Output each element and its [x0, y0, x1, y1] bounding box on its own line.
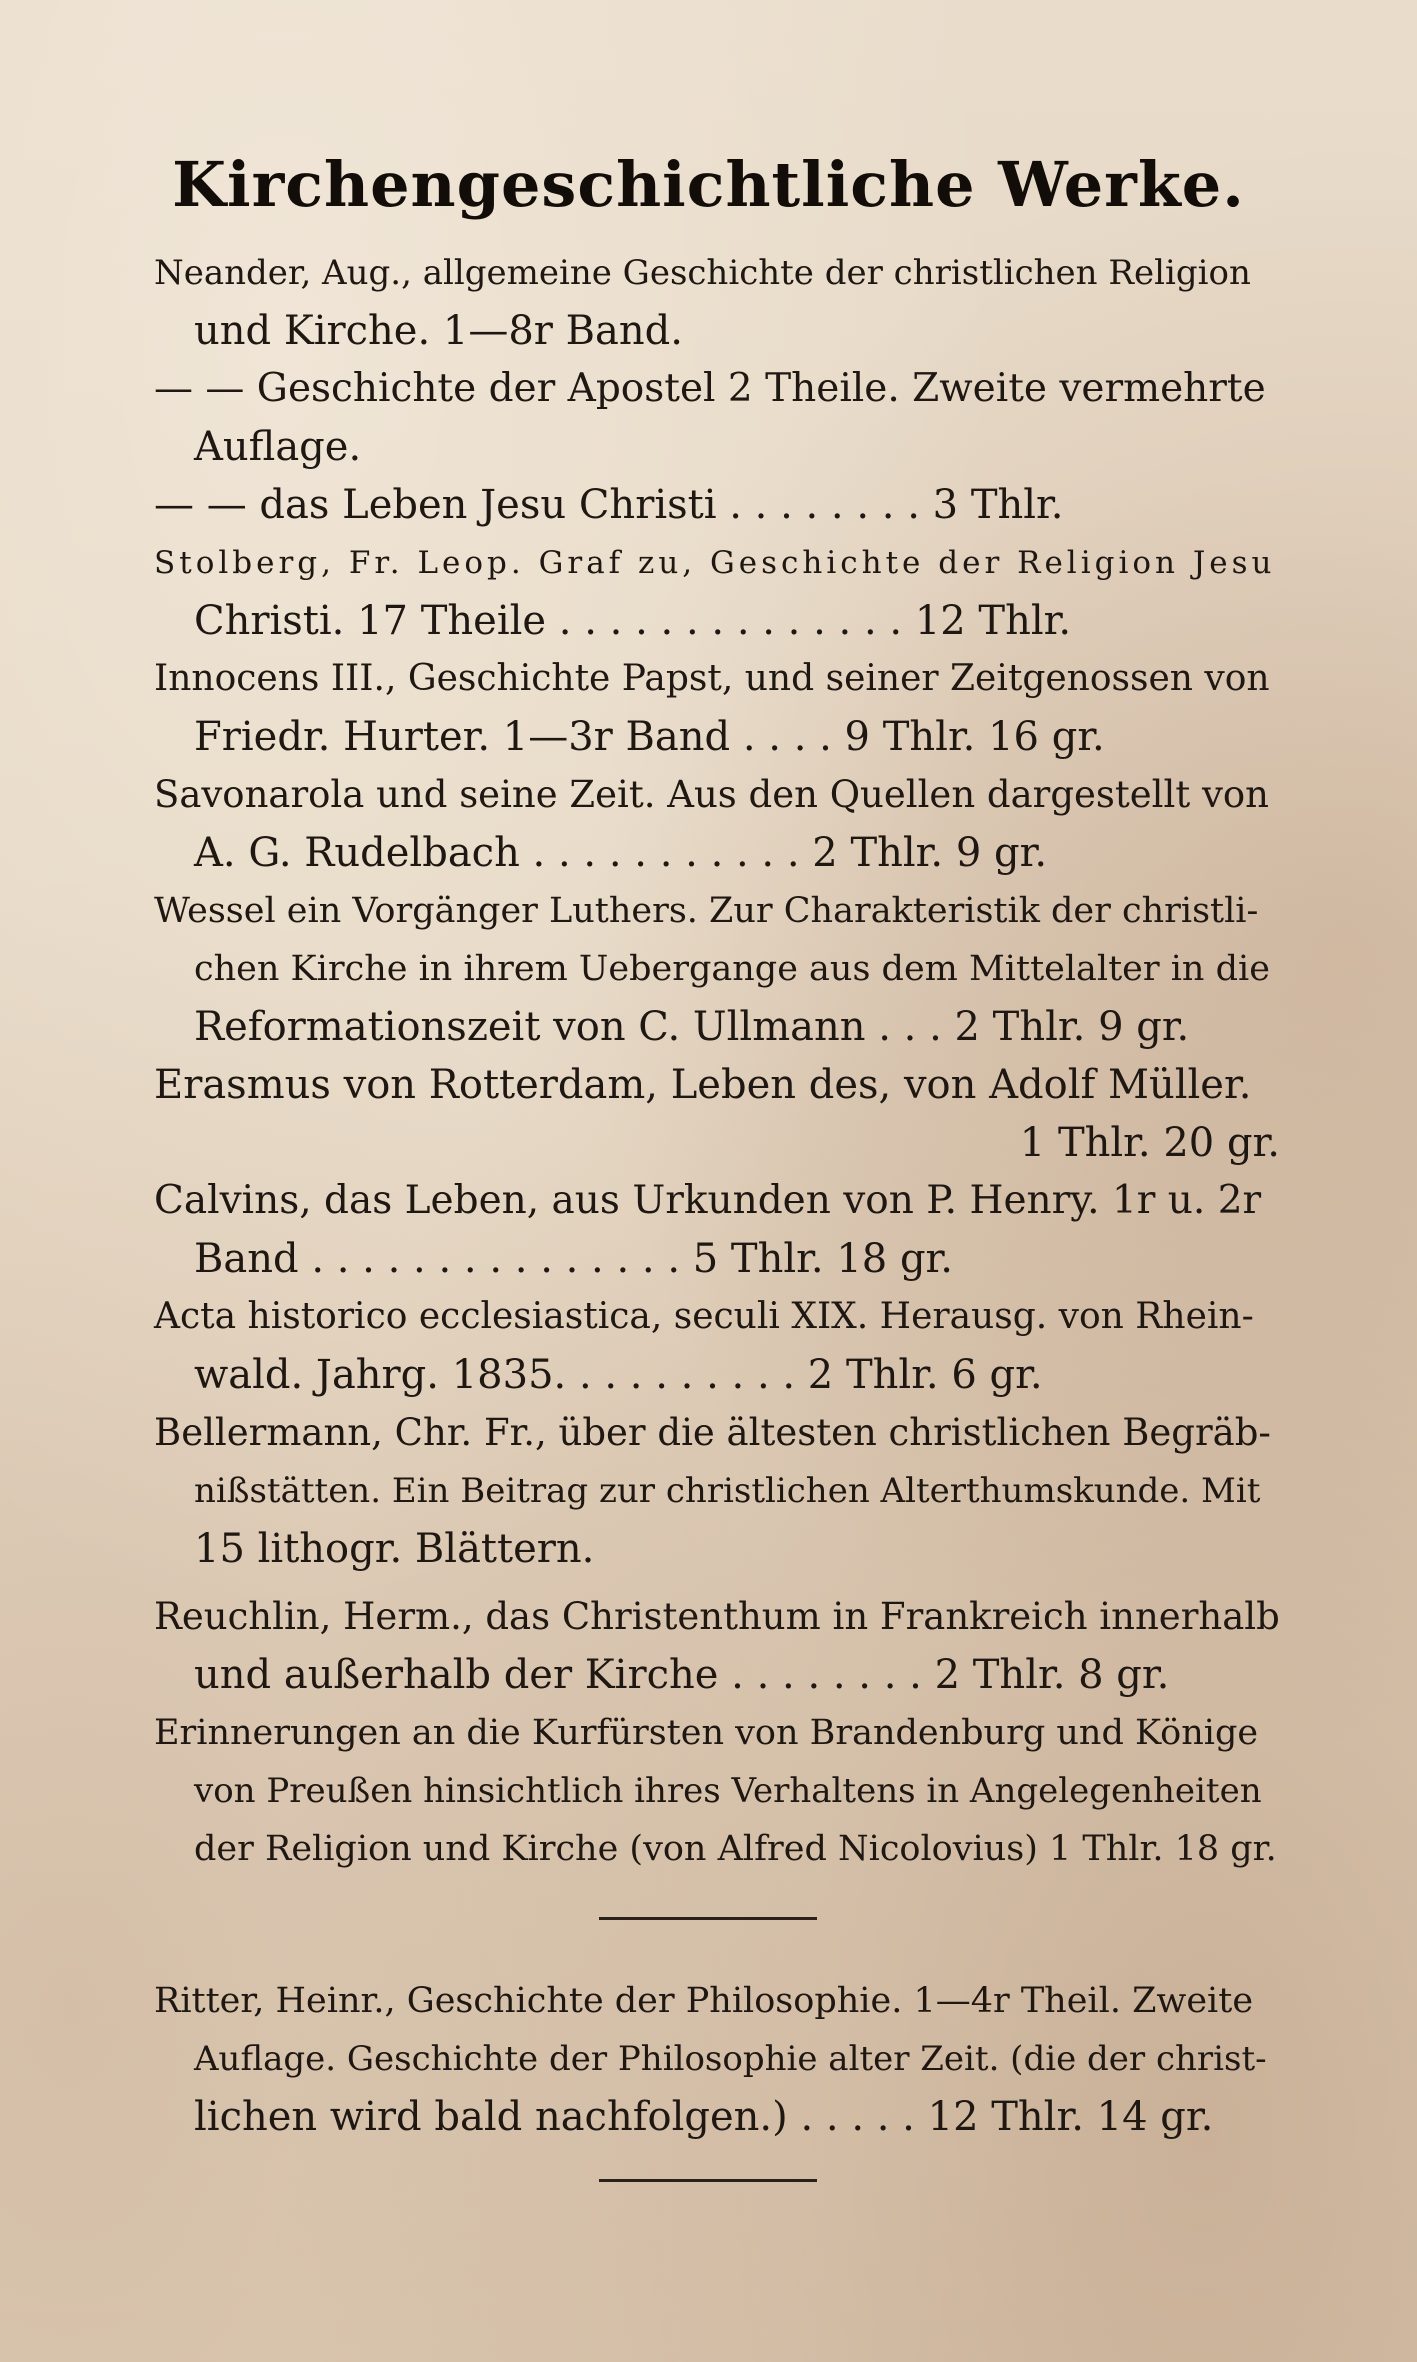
entry-line: Auflage.	[194, 424, 362, 470]
entry-line: Erinnerungen an die Kurfürsten von Brandenburg und Könige	[154, 1713, 1259, 1753]
entry-line: von Preußen hinsichtlich ihres Verhaltens in Angelegenheiten	[194, 1771, 1262, 1811]
entry-line: Wessel ein Vorgänger Luthers. Zur Charakteristik der christli-	[154, 891, 1259, 931]
entry-line: Calvins, das Leben, aus Urkunden von P. Henry. 1r u. 2r	[154, 1178, 1262, 1223]
entry-line: 15 lithogr. Blättern.	[194, 1526, 595, 1572]
entry-line: Innocens III., Geschichte Papst, und seiner Zeitgenossen von	[154, 658, 1270, 699]
entry-line: lichen wird bald nachfolgen.) . . . . . 12 Thlr. 14 gr.	[194, 2094, 1214, 2140]
entry-line: und Kirche. 1—8r Band.	[194, 308, 683, 354]
entry-line: — — Geschichte der Apostel 2 Theile. Zweite vermehrte	[154, 366, 1266, 411]
entry-line: — — das Leben Jesu Christi . . . . . . . . 3 Thlr.	[154, 482, 1064, 528]
section-divider	[599, 2179, 817, 2182]
entry-line: Erasmus von Rotterdam, Leben des, von Adolf Müller.	[154, 1062, 1252, 1108]
entry-line: Christi. 17 Theile . . . . . . . . . . . . . . 12 Thlr.	[194, 598, 1072, 644]
entry-line: A. G. Rudelbach . . . . . . . . . . . 2 Thlr. 9 gr.	[194, 830, 1048, 876]
entry-line: Bellermann, Chr. Fr., über die ältesten christlichen Begräb-	[154, 1411, 1271, 1454]
page-title: Kirchengeschichtliche Werke.	[172, 148, 1245, 221]
entry-line: Ritter, Heinr., Geschichte der Philosophie. 1—4r Theil. Zweite	[154, 1981, 1254, 2021]
entry-line: Acta historico ecclesiastica, seculi XIX. Herausg. von Rhein-	[154, 1296, 1254, 1337]
entry-line: chen Kirche in ihrem Uebergange aus dem Mittelalter in die	[194, 949, 1270, 989]
entry-price: 1 Thlr. 20 gr.	[1019, 1120, 1280, 1166]
entry-line: Neander, Aug., allgemeine Geschichte der christlichen Religion	[154, 253, 1251, 293]
entry-line: Reuchlin, Herm., das Christenthum in Frankreich innerhalb	[154, 1595, 1280, 1638]
entry-line: wald. Jahrg. 1835. . . . . . . . . . 2 Thlr. 6 gr.	[194, 1352, 1043, 1398]
entry-line: Reformationszeit von C. Ullmann . . . 2 Thlr. 9 gr.	[194, 1004, 1190, 1050]
entry-line: Band . . . . . . . . . . . . . . . 5 Thlr. 18 gr.	[194, 1236, 953, 1282]
entry-line: nißstätten. Ein Beitrag zur christlichen Alterthumskunde. Mit	[194, 1471, 1261, 1511]
entry-line: Friedr. Hurter. 1—3r Band . . . . 9 Thlr. 16 gr.	[194, 714, 1105, 760]
entry-line: Stolberg, Fr. Leop. Graf zu, Geschichte der Religion Jesu	[154, 545, 1276, 581]
entry-line: und außerhalb der Kirche . . . . . . . . 2 Thlr. 8 gr.	[194, 1652, 1170, 1698]
entry-line: Savonarola und seine Zeit. Aus den Quellen dargestellt von	[154, 773, 1269, 816]
entry-line: der Religion und Kirche (von Alfred Nicolovius) 1 Thlr. 18 gr.	[194, 1829, 1277, 1869]
entry-line: Auflage. Geschichte der Philosophie alter Zeit. (die der christ-	[194, 2039, 1267, 2079]
section-divider	[599, 1917, 817, 1920]
